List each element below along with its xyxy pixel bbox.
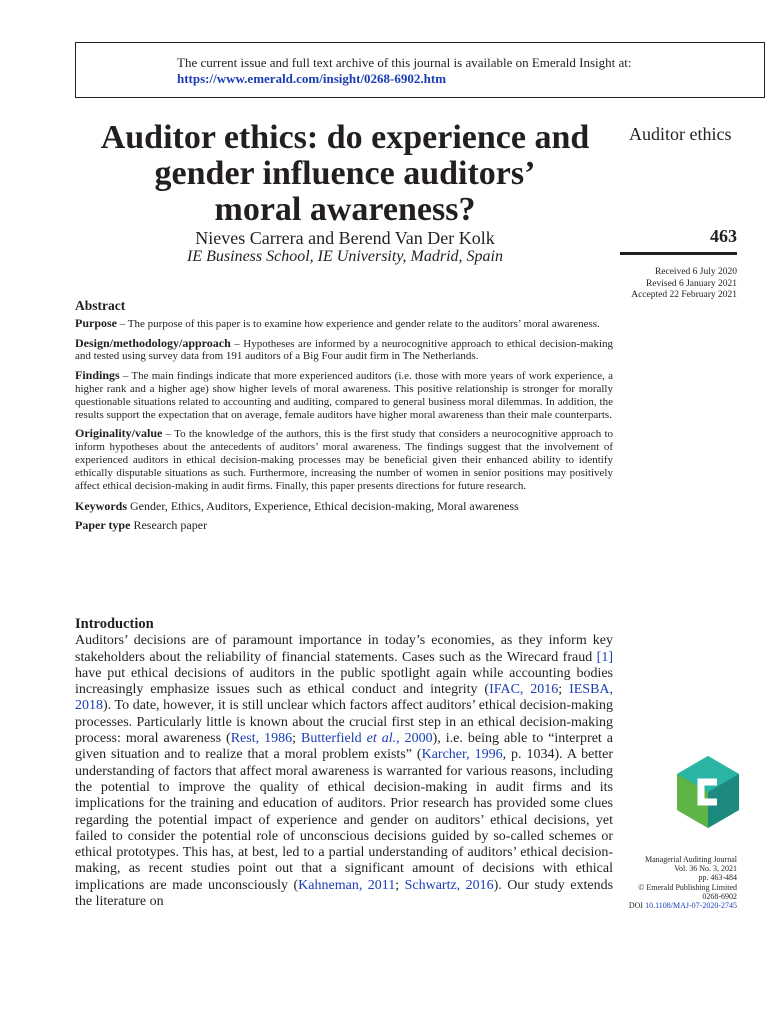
citation-year: , 2000	[396, 731, 433, 747]
intro-text: ;	[558, 682, 570, 698]
findings-text: – The main findings indicate that more experienced auditors (i.e. those with more years of work experience, a higher rank and a higher age) show higher levels of moral awareness. This positive relationship is stronger for morally questionable situations related to accounting and auditing, compared to general business moral dilemmas. In addition, the results support the expectation that on average, female auditors have higher moral awareness than their male counterparts.	[75, 370, 613, 421]
keywords	[75, 500, 613, 513]
doi-label: DOI	[628, 901, 646, 911]
paper-type	[75, 519, 613, 532]
citation-link[interactable]: IESBA, 2018	[75, 682, 614, 714]
footnote-link[interactable]: [1]	[596, 649, 613, 665]
design-text: – Hypotheses are informed by a neurocognitive approach to ethical decision-making and tested using survey data from 191 auditors of a Big Four audit firm in The Netherlands.	[75, 337, 613, 363]
purpose-text: – The purpose of this paper is to examine how experience and gender relate to the auditors’ moral awareness.	[117, 317, 600, 330]
citation-etal: et al.	[366, 731, 397, 747]
journal-publisher: © Emerald Publishing Limited	[638, 882, 737, 892]
received-date: Received 6 July 2020	[654, 267, 737, 277]
abstract-originality	[75, 427, 613, 492]
abstract-purpose	[75, 317, 613, 331]
intro-text: ;	[292, 731, 301, 747]
margin-rule	[620, 252, 737, 255]
journal-issn: 0268-6902	[702, 891, 737, 901]
intro-text: ;	[395, 877, 405, 893]
journal-name: Managerial Auditing Journal	[645, 855, 737, 864]
introduction-heading: Introduction	[75, 616, 154, 632]
intro-text: ). Our study extends the literature on	[75, 877, 614, 910]
intro-text: , p. 1034). A better understanding of factors that affect moral awareness is warranted for various reasons, including the potential to improve the quality of ethical decision-making in audit firms and its implications for the training and education of auditors. Prior research has provided some clues regarding the potential impact of experience and gender on auditors’ ethical decisions, yet failed to consider the potential role of unconscious decisions guided by so-called schemes or ethical prototypes. This has, at best, led to a partial understanding of auditors’ ethical decision-making, as recent studies point out that a significant amount of decisions with ethical implications are made unconsciously (	[75, 747, 614, 893]
citation-link[interactable]: Karcher, 1996	[421, 747, 503, 763]
journal-info	[590, 855, 737, 910]
introduction-section	[75, 616, 613, 910]
originality-label: Originality/value	[75, 426, 163, 441]
intro-text: have put ethical decisions of auditors in the public spotlight again while accounting bodies increasingly emphasize issues such as ethical conduct and integrity (	[75, 665, 613, 698]
paper-type-label: Paper type	[75, 518, 131, 533]
journal-pages: pp. 463-484	[698, 873, 737, 883]
journal-url-link[interactable]: https://www.emerald.com/insight/0268-6902.htm	[177, 71, 447, 86]
abstract	[75, 300, 613, 538]
crossmark-icon[interactable]	[677, 756, 739, 833]
design-label: Design/methodology/approach	[75, 335, 231, 350]
purpose-label: Purpose	[75, 315, 117, 330]
notice-text: The current issue and full text archive of this journal is available on Emerald Insight at:	[177, 55, 632, 70]
journal-doi	[590, 901, 737, 910]
title-line-3: moral awareness?	[214, 191, 476, 228]
revised-date: Revised 6 January 2021	[645, 278, 737, 289]
introduction-paragraph	[75, 633, 613, 910]
intro-text: ). To date, however, it is still unclear which factors affect auditors’ ethical decision-making processes. Particularly little is known about the crucial first step in an ethical decision-making process: moral awareness (	[75, 698, 613, 747]
journal-archive-notice	[75, 42, 765, 98]
citation-link[interactable]: Schwartz, 2016	[404, 877, 494, 893]
paper-type-text: Research paper	[130, 518, 208, 533]
article-title	[76, 120, 614, 228]
journal-volume: Vol. 36 No. 3, 2021	[674, 864, 737, 874]
title-line-1: Auditor ethics: do experience and	[100, 119, 590, 156]
abstract-heading: Abstract	[75, 298, 126, 313]
abstract-design	[75, 337, 613, 364]
affiliation: IE Business School, IE University, Madrid, Spain	[187, 248, 503, 265]
citation-link[interactable]: IFAC, 2016	[489, 682, 559, 698]
authors: Nieves Carrera and Berend Van Der Kolk	[195, 228, 495, 248]
citation-link[interactable]	[301, 731, 433, 746]
findings-label: Findings	[75, 368, 120, 383]
citation-author: Butterfield	[300, 731, 367, 747]
intro-text: ), i.e. being able to “interpret a given situation and to realize that a moral problem exists” (	[75, 731, 614, 763]
citation-link[interactable]: Kahneman, 2011	[298, 877, 396, 893]
intro-text: Auditors’ decisions are of paramount importance in today’s economies, as they inform key stakeholders about the reliability of financial statements. Cases such as the Wirecard fraud	[75, 633, 613, 665]
keywords-text: Gender, Ethics, Auditors, Experience, Ethical decision-making, Moral awareness	[127, 499, 519, 514]
keywords-label: Keywords	[75, 499, 127, 514]
doi-link[interactable]: 10.1108/MAJ-07-2020-2745	[645, 901, 737, 911]
received-dates	[590, 267, 737, 302]
originality-text: – To the knowledge of the authors, this is the first study that considers a neurocognitive approach to inform hypotheses about the antecedents of auditors’ moral awareness. The findings suggest that the involvement of experienced auditors in ethical decision-making processes may be beneficial given their enhanced ability to identify ethically disputable situations as such. Furthermore, increasing the number of women in senior positions may positively affect ethical decision-making in audit firms. Finally, this paper presents directions for future research.	[75, 428, 613, 492]
title-line-2: gender influence auditors’	[154, 155, 536, 192]
accepted-date: Accepted 22 February 2021	[631, 290, 737, 300]
page-number: 463	[710, 226, 737, 246]
abstract-findings	[75, 369, 613, 421]
running-title: Auditor ethics	[629, 124, 732, 144]
citation-link[interactable]: Rest, 1986	[230, 731, 293, 747]
